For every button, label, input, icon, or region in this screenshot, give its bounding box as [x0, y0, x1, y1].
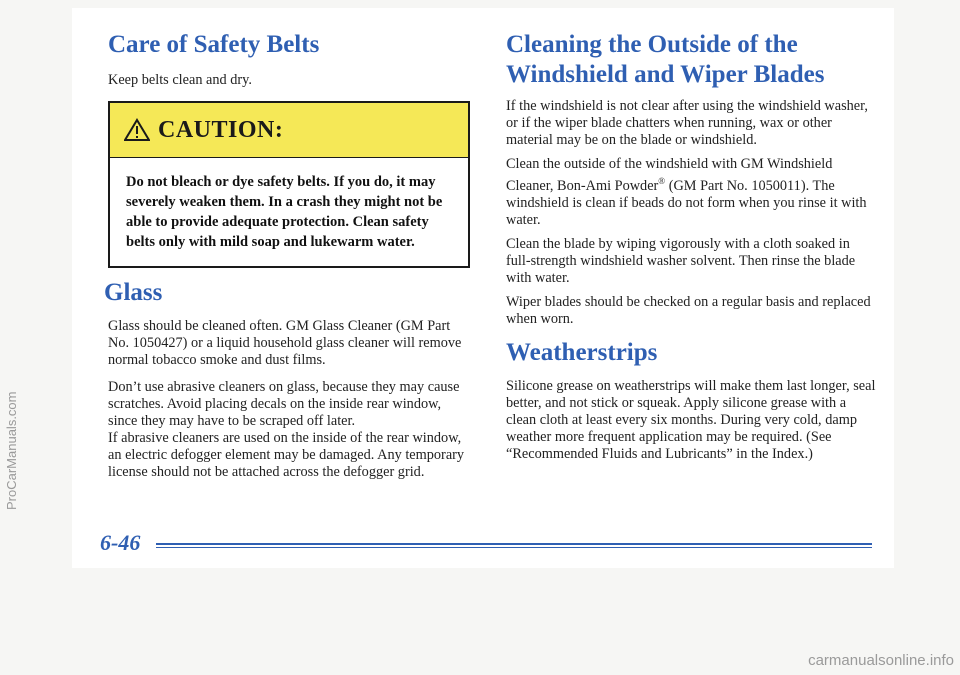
windshield-paragraph-3: Clean the blade by wiping vigorously with a cloth soaked in full-strength windshield washer solvent. Then rinse the blade with water.: [506, 235, 856, 286]
safety-belts-intro: Keep belts clean and dry.: [108, 72, 252, 88]
registered-mark: ®: [658, 176, 666, 186]
windshield-paragraph-4: Wiper blades should be checked on a regular basis and replaced when worn.: [506, 293, 871, 327]
safety-belts-heading: Care of Safety Belts: [108, 31, 320, 58]
warning-triangle-icon: [124, 118, 150, 142]
windshield-heading: Cleaning the Outside of the Windshield and Wiper Blades: [506, 31, 825, 88]
right-column: [506, 30, 878, 470]
page-number: 6-46: [100, 530, 141, 555]
caution-box: [108, 101, 470, 268]
side-watermark-text: ProCarManuals.com: [4, 391, 19, 510]
footer-rule-thick: [156, 543, 872, 545]
left-column: [104, 30, 473, 488]
footer-rule-thin: [156, 547, 872, 548]
windshield-paragraph-1: If the windshield is not clear after using the windshield washer, or if the wiper blade chatters when running, wax or other material may be on the blade or windshield.: [506, 98, 868, 148]
glass-paragraph-2: Don’t use abrasive cleaners on glass, because they may cause scratches. Avoid placing decals on the inside rear window, since they may have to be scraped off later.: [108, 379, 460, 429]
page-footer: [100, 530, 872, 560]
windshield-paragraph-2-b: (GM Part No. 1050011). The windshield is clean if beads do not form when you rinse it with water.: [506, 177, 867, 228]
weatherstrips-heading: Weatherstrips: [506, 338, 658, 366]
side-watermark: [0, 0, 24, 675]
windshield-paragraph-2: [506, 156, 878, 229]
caution-label: CAUTION:: [158, 116, 284, 143]
glass-heading: Glass: [104, 279, 163, 306]
weatherstrips-paragraph: Silicone grease on weatherstrips will make them last longer, seal better, and not stick or squeak. Apply silicone grease with a clean cloth at least every six months. During very cold, damp weather more frequent application may be required. (See “Recommended Fluids and Lubricants” in the Index.): [506, 377, 876, 462]
windshield-paragraph-2-a: Clean the outside of the windshield with GM Windshield Cleaner, Bon-Ami Powder: [506, 156, 833, 194]
manual-page: [72, 8, 894, 568]
footer-watermark: carmanualsonline.info: [808, 652, 954, 669]
glass-paragraph-3: If abrasive cleaners are used on the inside of the rear window, an electric defogger element may be damaged. Any temporary license should not be attached across the defogger grid.: [108, 430, 465, 480]
caution-header: [110, 103, 468, 158]
caution-text: Do not bleach or dye safety belts. If you do, it may severely weaken them. In a crash they might not be able to provide adequate protection. Clean safety belts only with mild soap and lukewarm water.: [126, 174, 443, 250]
glass-paragraph-1: Glass should be cleaned often. GM Glass Cleaner (GM Part No. 1050427) or a liquid household glass cleaner will remove normal tobacco smoke and dust films.: [108, 318, 462, 368]
